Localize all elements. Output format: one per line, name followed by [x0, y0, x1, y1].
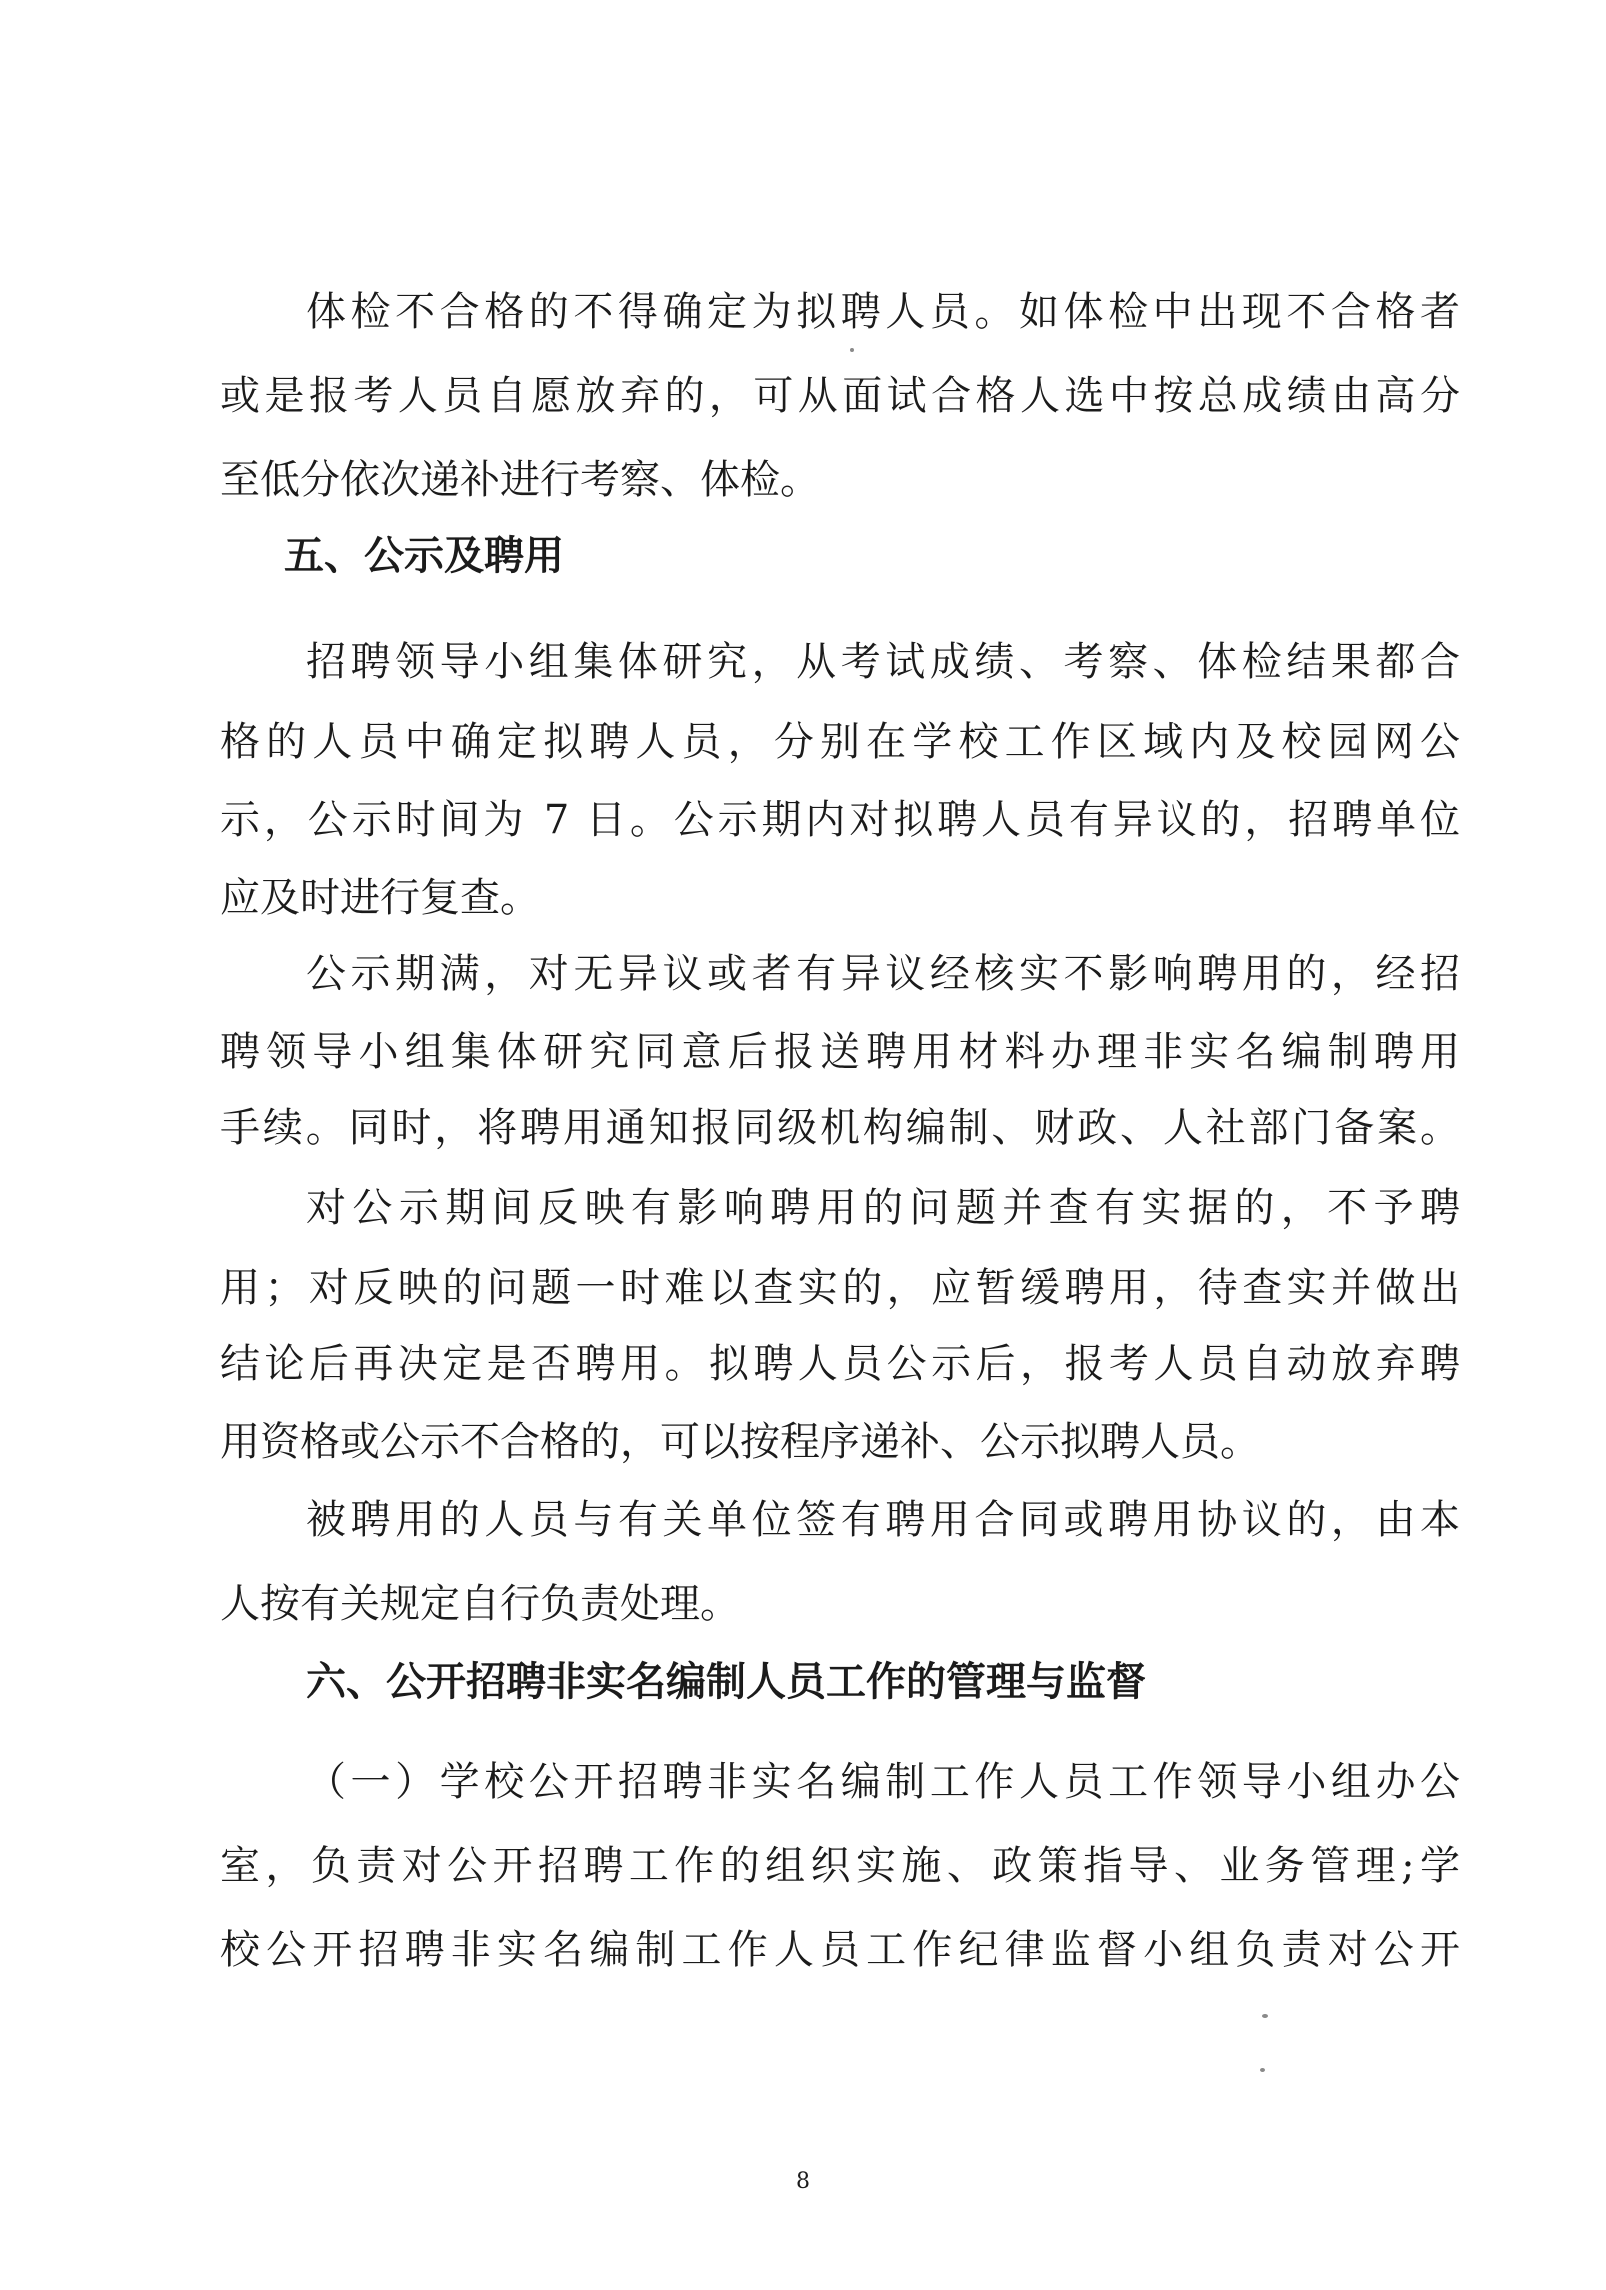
paragraph-line: 被聘用的人员与有关单位签有聘用合同或聘用协议的，由本 [306, 1497, 1460, 1543]
paragraph-line: 至低分依次递补进行考察、体检。 [220, 457, 820, 503]
paragraph-line: 示，公示时间为 7 日。公示期内对拟聘人员有异议的，招聘单位 [220, 797, 1460, 843]
section-heading-5: 五、公示及聘用 [284, 533, 564, 579]
paragraph-line: 用；对反映的问题一时难以查实的，应暂缓聘用，待查实并做出 [220, 1265, 1460, 1311]
paragraph-line: 室，负责对公开招聘工作的组织实施、政策指导、业务管理;学 [220, 1843, 1460, 1889]
page-number: 8 [796, 2169, 810, 2194]
scan-speck [850, 348, 854, 352]
paragraph-line: 公示期满，对无异议或者有异议经核实不影响聘用的，经招 [306, 951, 1460, 997]
scan-speck [1262, 2014, 1268, 2018]
paragraph-line: 招聘领导小组集体研究，从考试成绩、考察、体检结果都合 [306, 639, 1460, 685]
paragraph-line: 校公开招聘非实名编制工作人员工作纪律监督小组负责对公开 [220, 1927, 1460, 1973]
scan-speck [1260, 2068, 1265, 2072]
paragraph-line: 人按有关规定自行负责处理。 [220, 1581, 740, 1627]
paragraph-line: 对公示期间反映有影响聘用的问题并查有实据的，不予聘 [306, 1185, 1460, 1231]
paragraph-line: 应及时进行复查。 [220, 875, 540, 921]
paragraph-line: 格的人员中确定拟聘人员，分别在学校工作区域内及校园网公 [220, 719, 1460, 765]
paragraph-line: 手续。同时，将聘用通知报同级机构编制、财政、人社部门备案。 [220, 1105, 1460, 1151]
section-heading-6: 六、公开招聘非实名编制人员工作的管理与监督 [306, 1659, 1146, 1705]
paragraph-line: 聘领导小组集体研究同意后报送聘用材料办理非实名编制聘用 [220, 1029, 1460, 1075]
paragraph-line: 结论后再决定是否聘用。拟聘人员公示后，报考人员自动放弃聘 [220, 1341, 1460, 1387]
paragraph-line: 体检不合格的不得确定为拟聘人员。如体检中出现不合格者 [306, 289, 1460, 335]
paragraph-line: （一）学校公开招聘非实名编制工作人员工作领导小组办公 [306, 1759, 1460, 1805]
paragraph-line: 用资格或公示不合格的，可以按程序递补、公示拟聘人员。 [220, 1419, 1260, 1465]
paragraph-line: 或是报考人员自愿放弃的，可从面试合格人选中按总成绩由高分 [220, 373, 1460, 419]
